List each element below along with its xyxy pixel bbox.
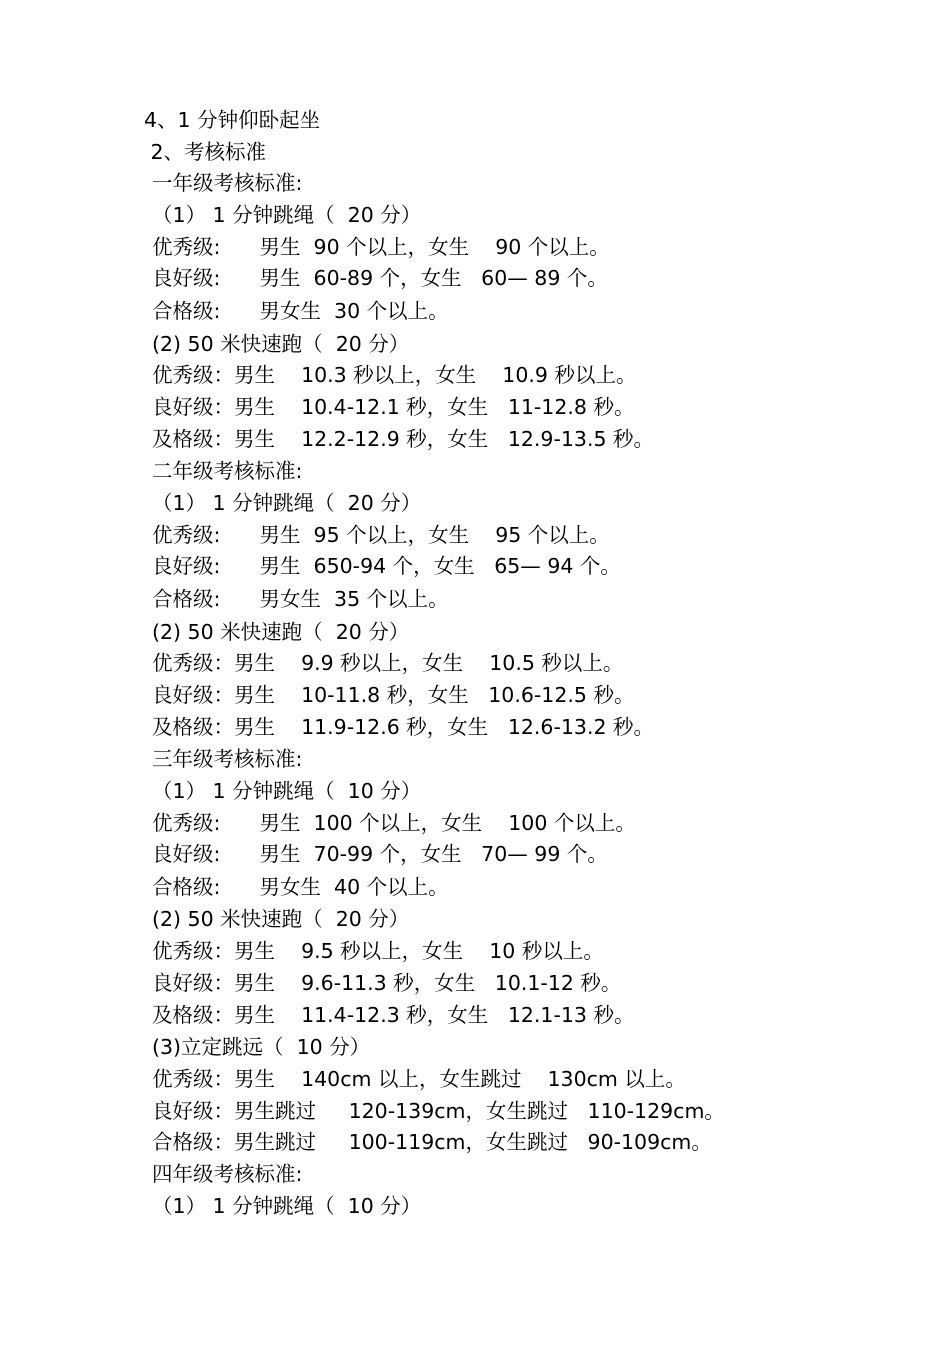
standard-line: 良好级：男生 10-11.8 秒，女生 10.6-12.5 秒。 <box>152 683 635 707</box>
standard-line: 优秀级：男生 9.9 秒以上，女生 10.5 秒以上。 <box>152 651 624 675</box>
test-item-heading: (2) 50 米快速跑（ 20 分） <box>152 620 410 644</box>
test-item-heading: (3)立定跳远（ 10 分） <box>152 1035 371 1059</box>
standard-line: 良好级: 男生 650-94 个，女生 65— 94 个。 <box>152 554 621 578</box>
test-item-heading: (2) 50 米快速跑（ 20 分） <box>152 907 410 931</box>
standard-line: 优秀级：男生 9.5 秒以上，女生 10 秒以上。 <box>152 939 604 963</box>
grade-heading: 三年级考核标准: <box>152 747 303 771</box>
test-item-heading: （1） 1 分钟跳绳（ 10 分） <box>152 779 422 803</box>
standard-line: 合格级: 男女生 40 个以上。 <box>152 875 449 899</box>
standard-line: 优秀级：男生 10.3 秒以上，女生 10.9 秒以上。 <box>152 363 637 387</box>
standard-line: 良好级：男生 9.6-11.3 秒，女生 10.1-12 秒。 <box>152 971 622 995</box>
standard-line: 良好级: 男生 70-99 个，女生 70— 99 个。 <box>152 842 608 866</box>
section-heading: 2、考核标准 <box>144 140 267 164</box>
standard-line: 合格级: 男女生 35 个以上。 <box>152 587 449 611</box>
standard-line: 优秀级: 男生 95 个以上，女生 95 个以上。 <box>152 523 610 547</box>
standard-line: 优秀级：男生 140cm 以上，女生跳过 130cm 以上。 <box>152 1067 686 1091</box>
grade-heading: 一年级考核标准: <box>152 171 303 195</box>
grade-heading: 四年级考核标准: <box>152 1162 303 1186</box>
test-item-heading: （1） 1 分钟跳绳（ 10 分） <box>152 1194 422 1218</box>
standard-line: 优秀级: 男生 100 个以上，女生 100 个以上。 <box>152 811 636 835</box>
standard-line: 合格级: 男女生 30 个以上。 <box>152 299 449 323</box>
test-item-heading: (2) 50 米快速跑（ 20 分） <box>152 332 410 356</box>
standard-line: 及格级：男生 12.2-12.9 秒，女生 12.9-13.5 秒。 <box>152 427 655 451</box>
standard-line: 合格级：男生跳过 100-119cm，女生跳过 90-109cm。 <box>152 1130 712 1154</box>
standard-line: 及格级：男生 11.4-12.3 秒，女生 12.1-13 秒。 <box>152 1003 635 1027</box>
standard-line: 优秀级: 男生 90 个以上，女生 90 个以上。 <box>152 235 610 259</box>
standard-line: 良好级: 男生 60-89 个，女生 60— 89 个。 <box>152 266 608 290</box>
standard-line: 及格级：男生 11.9-12.6 秒，女生 12.6-13.2 秒。 <box>152 715 655 739</box>
section-heading: 4、1 分钟仰卧起坐 <box>144 108 321 132</box>
standard-line: 良好级：男生跳过 120-139cm，女生跳过 110-129cm。 <box>152 1099 725 1123</box>
test-item-heading: （1） 1 分钟跳绳（ 20 分） <box>152 491 422 515</box>
standard-line: 良好级：男生 10.4-12.1 秒，女生 11-12.8 秒。 <box>152 395 635 419</box>
test-item-heading: （1） 1 分钟跳绳（ 20 分） <box>152 203 422 227</box>
grade-heading: 二年级考核标准: <box>152 459 303 483</box>
